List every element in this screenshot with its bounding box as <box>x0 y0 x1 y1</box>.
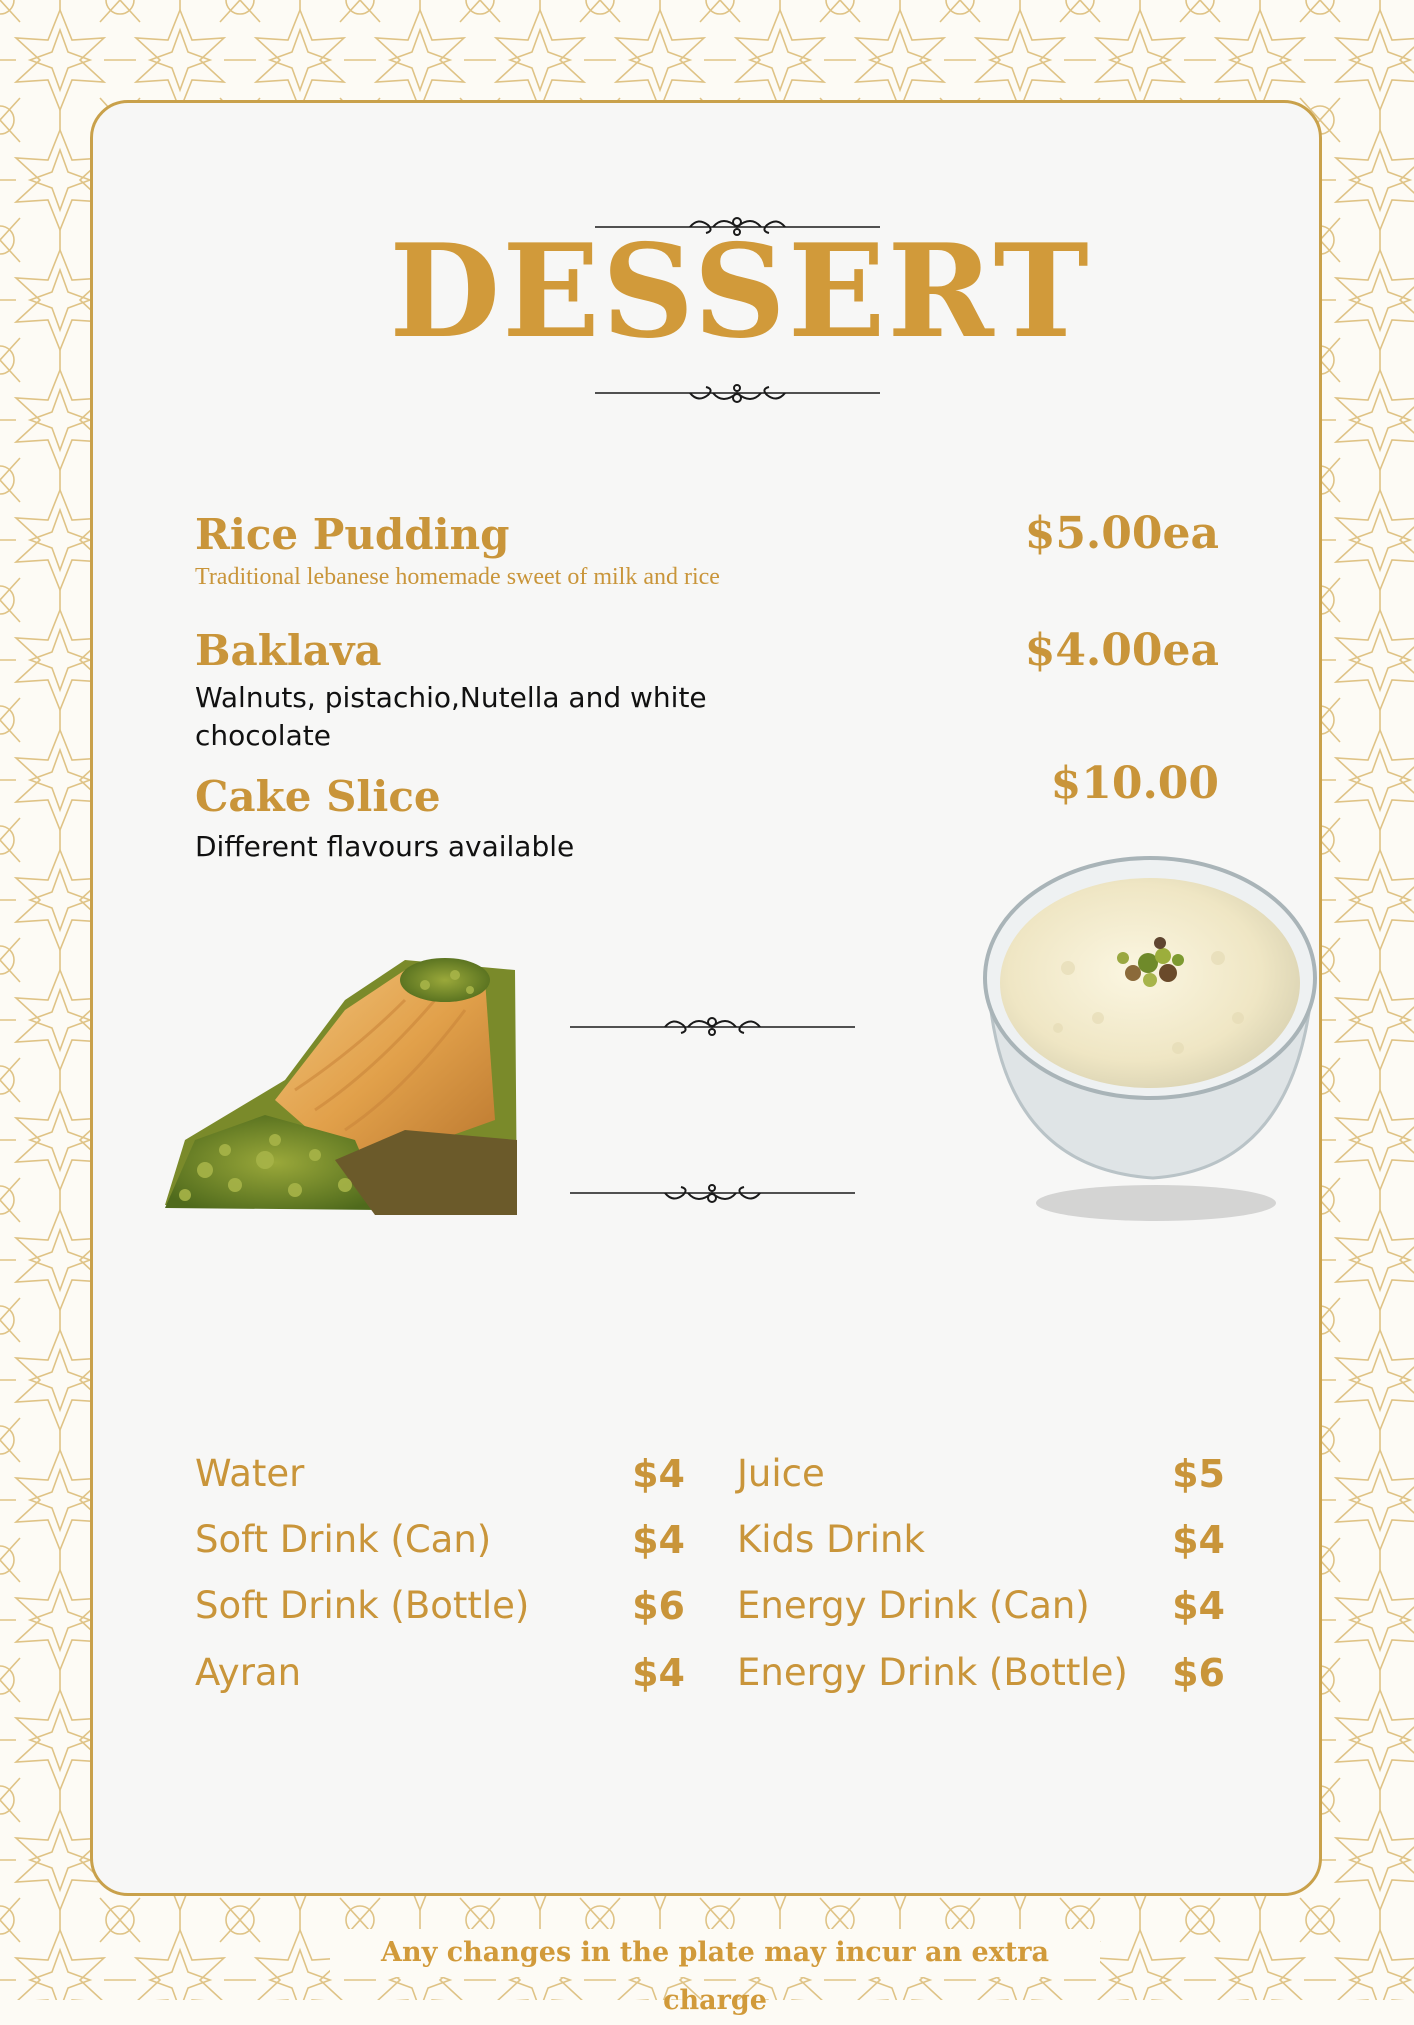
menu-item-description: Different flavours available <box>195 830 575 863</box>
menu-item-price: $10.00 <box>1050 758 1219 809</box>
rice-pudding-photo <box>978 848 1318 1228</box>
drink-price: $4 <box>1172 1518 1225 1562</box>
drink-price: $6 <box>632 1584 685 1628</box>
baklava-photo <box>155 940 517 1215</box>
drink-price: $6 <box>1172 1651 1225 1695</box>
menu-item-price: $5.00ea <box>1024 508 1219 559</box>
drink-name: Water <box>195 1452 305 1495</box>
drink-name: Ayran <box>195 1651 302 1694</box>
center-flourish-bottom <box>570 1178 855 1208</box>
menu-item-name: Cake Slice <box>195 772 441 821</box>
drink-name: Soft Drink (Bottle) <box>195 1584 530 1627</box>
title-flourish-bottom <box>595 378 880 408</box>
drink-price: $4 <box>632 1518 685 1562</box>
drink-price: $4 <box>1172 1584 1225 1628</box>
menu-title: DESSERT <box>389 217 1091 367</box>
menu-item-name: Baklava <box>195 626 382 675</box>
menu-item-name: Rice Pudding <box>195 510 510 559</box>
drink-name: Energy Drink (Can) <box>737 1584 1090 1627</box>
drink-price: $4 <box>632 1651 685 1695</box>
menu-item-description: Walnuts, pistachio,Nutella and white chocolate <box>195 681 707 752</box>
footer-note: Any changes in the plate may incur an extra charge <box>330 1929 1100 1977</box>
drink-price: $4 <box>632 1452 685 1496</box>
drink-name: Soft Drink (Can) <box>195 1518 492 1561</box>
menu-item-description: Traditional lebanese homemade sweet of milk and rice <box>195 564 720 590</box>
drink-name: Energy Drink (Bottle) <box>737 1651 1128 1694</box>
drink-name: Juice <box>737 1452 825 1495</box>
drink-price: $5 <box>1172 1452 1225 1496</box>
center-flourish-top <box>570 1012 855 1042</box>
menu-item-price: $4.00ea <box>1024 625 1219 676</box>
drink-name: Kids Drink <box>737 1518 925 1561</box>
